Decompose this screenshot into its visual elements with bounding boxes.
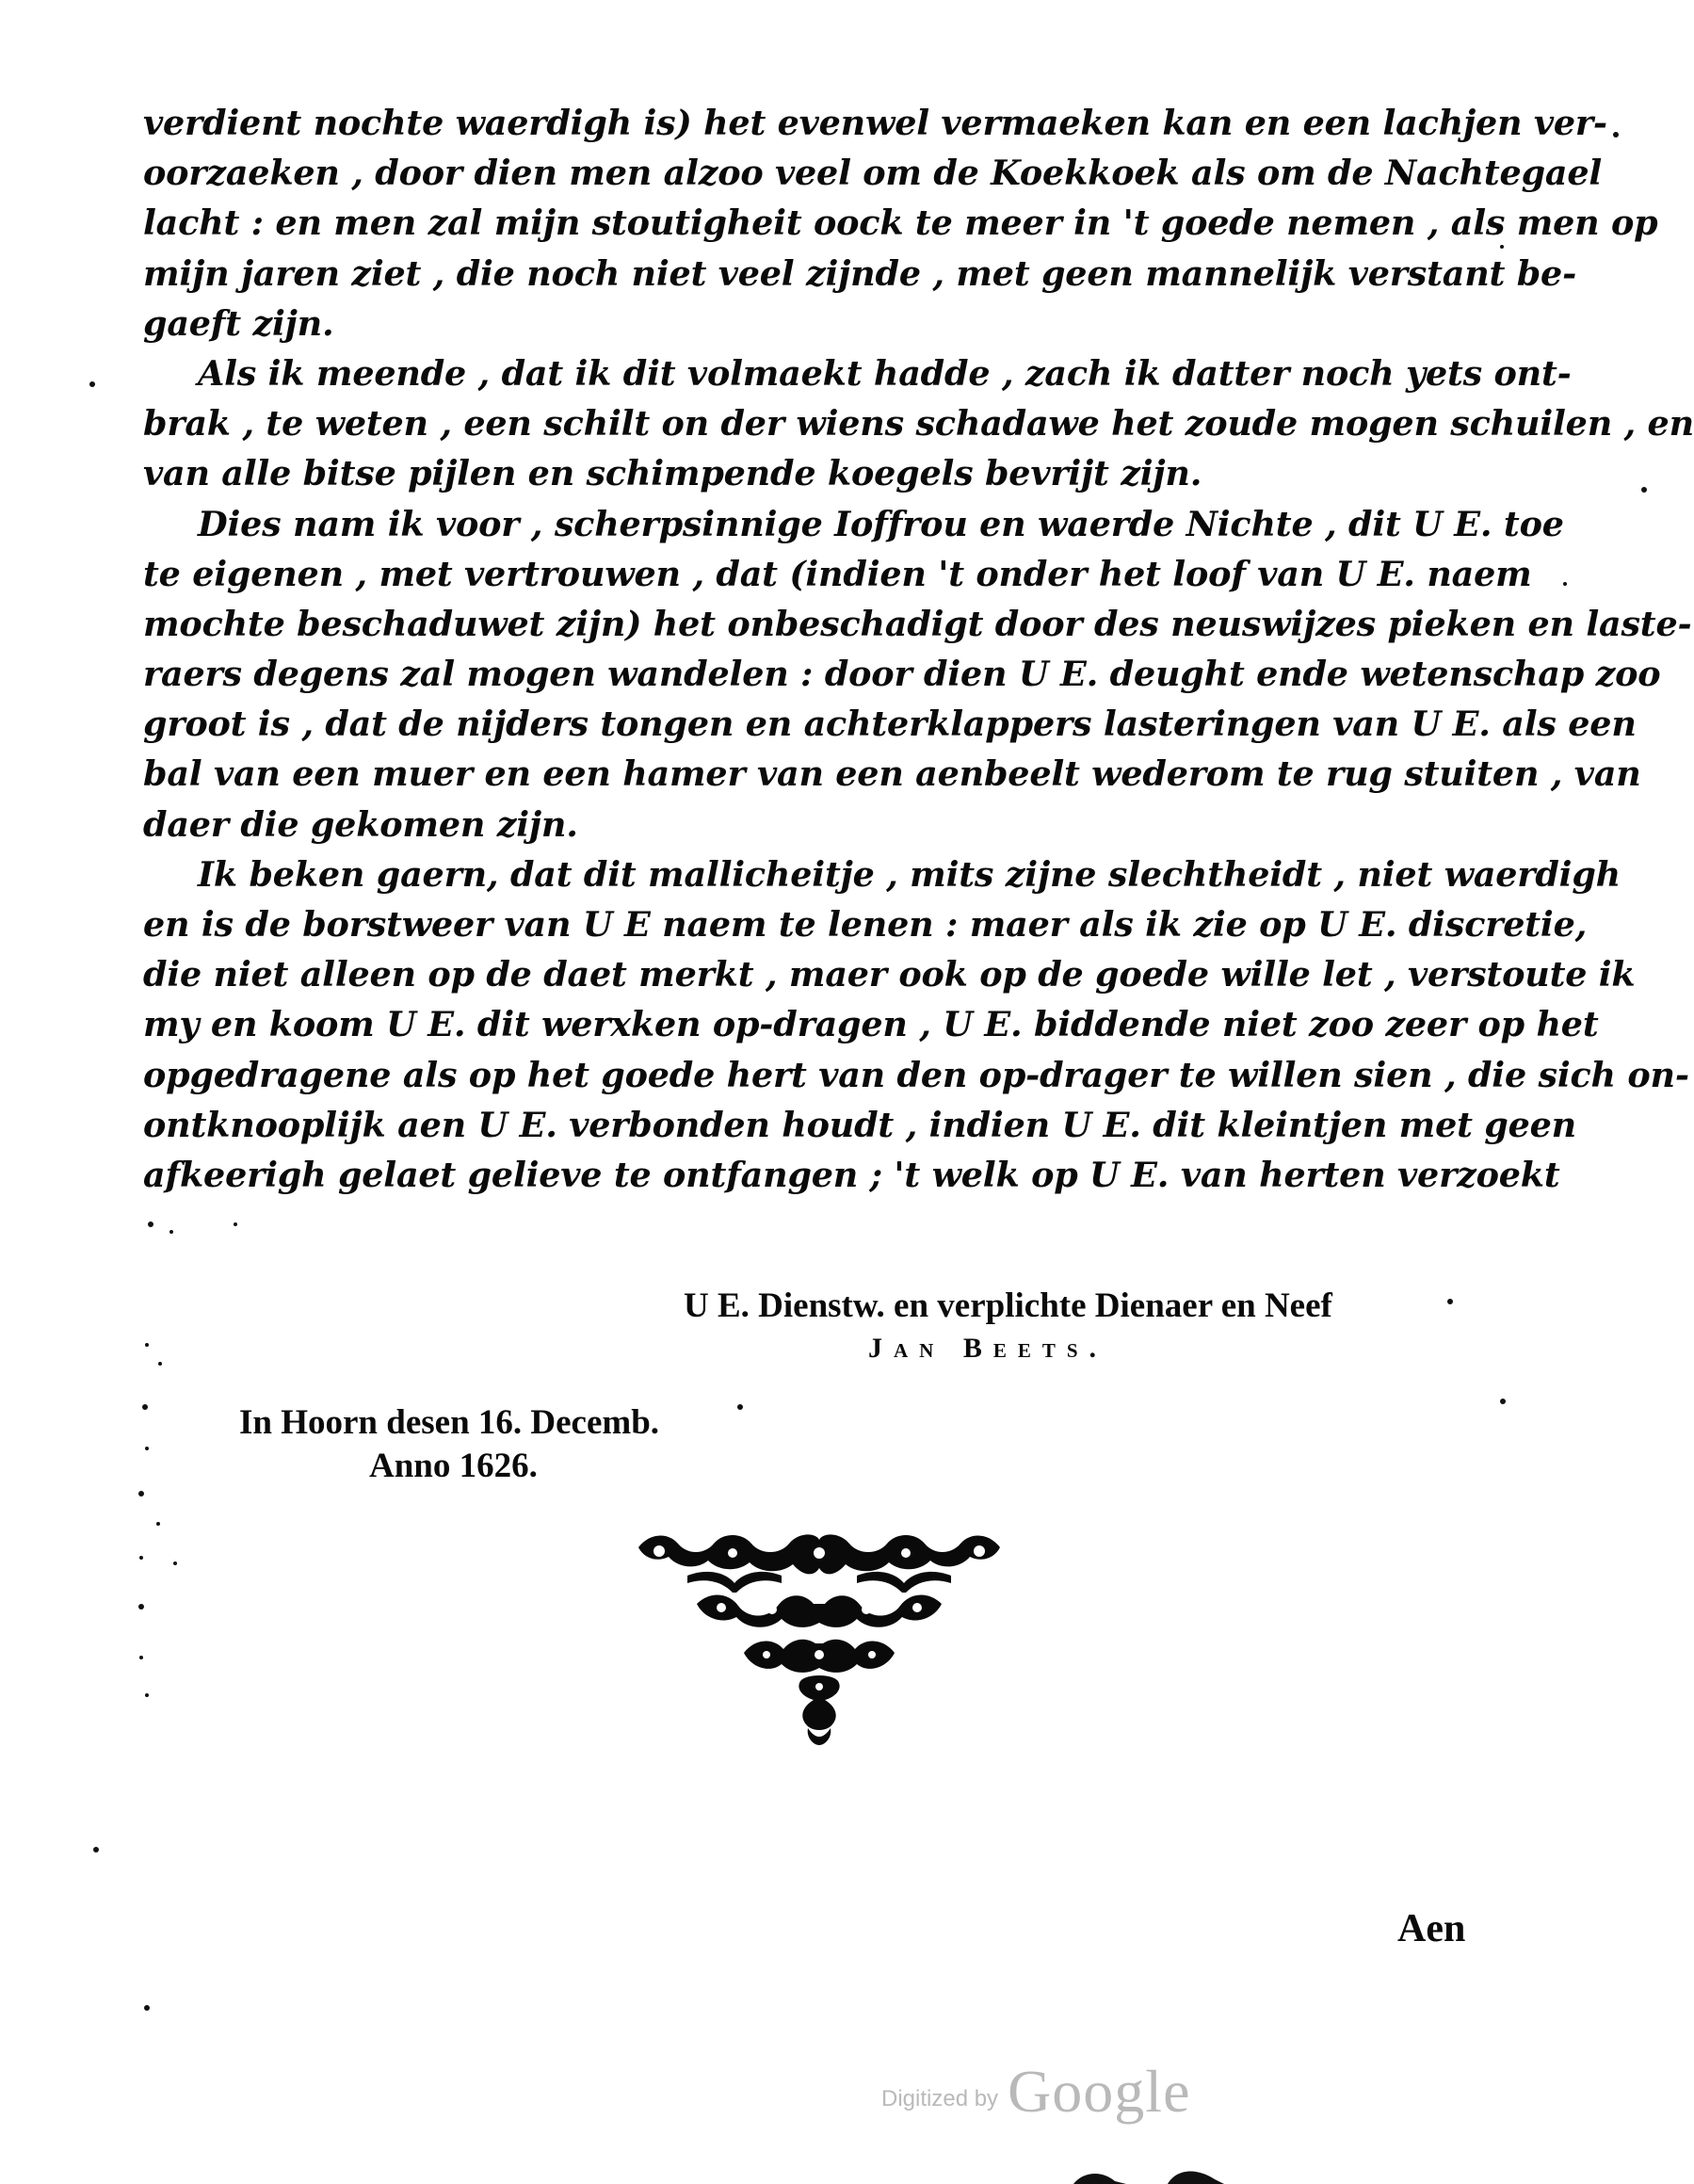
text-line: Ik beken gaern, dat dit mallicheitje , mits zijne slechtheidt , niet waerdigh — [198, 853, 1621, 895]
catchword: Aen — [1397, 1907, 1466, 1950]
text-line: Als ik meende , dat ik dit volmaekt hadde , zach ik datter noch yets ont- — [198, 352, 1572, 394]
text-line: gaeft zijn. — [143, 302, 334, 344]
text-line: mochte beschaduwet zijn) het onbeschadigt door des neuswijzes pieken en laste- — [143, 603, 1692, 644]
closing-salutation: U E. Dienstw. en verplichte Dienaer en Neef — [684, 1286, 1332, 1325]
text-line: verdient nochte waerdigh is) het evenwel vermaeken kan en een lachjen ver- — [143, 103, 1607, 143]
text-line: bal van een muer en een hamer van een aenbeelt wederom te rug stuiten , van — [143, 753, 1641, 795]
text-line: afkeerigh gelaet gelieve te ontfangen ; 't welk op U E. van herten verzoekt — [143, 1154, 1560, 1195]
place-and-date — [239, 1401, 659, 1488]
text-line: Dies nam ik voor , scherpsinnige Ioffrou en waerde Nichte , dit U E. toe — [198, 503, 1564, 544]
text-line: brak , te weten , een schilt on der wiens schadawe het zoude mogen schuilen , en — [143, 403, 1694, 445]
dedication-text — [143, 98, 1694, 1200]
text-line: die niet alleen op de daet merkt , maer ook op de goede wille let , verstoute ik — [143, 954, 1636, 995]
tailpiece-ornament — [631, 1530, 1008, 1745]
text-line: en is de borstweer van U E naem te lenen : maer als ik zie op U E. discretie, — [143, 904, 1588, 945]
watermark-prefix: Digitized by — [881, 2086, 999, 2111]
date-line-1: In Hoorn desen 16. Decemb. — [239, 1403, 660, 1442]
text-line: opgedragene als op het goede hert van den op-drager te willen sien , die sich on- — [143, 1054, 1689, 1095]
text-line: daer die gekomen zijn. — [143, 803, 578, 845]
text-line: ontknooplijk aen U E. verbonden houdt , indien U E. dit kleintjen met geen — [143, 1104, 1576, 1145]
digitization-watermark — [881, 2057, 1190, 2127]
text-line: mijn jaren ziet , die noch niet veel zijnde , met geen mannelijk verstant be- — [143, 252, 1577, 294]
watermark-brand: Google — [1008, 2058, 1191, 2125]
text-line: my en koom U E. dit werxken op-dragen , U E. biddende niet zoo zeer op het — [143, 1004, 1599, 1045]
text-line: oorzaeken , door dien men alzoo veel om de Koekkoek als om de Nachtegael — [143, 153, 1603, 194]
next-page-bleed — [1036, 2162, 1262, 2184]
date-line-2: Anno 1626. — [369, 1447, 538, 1485]
text-line: van alle bitse pijlen en schimpende koegels bevrijt zijn. — [143, 453, 1202, 494]
text-line: groot is , dat de nijders tongen en achterklappers lasteringen van U E. als een — [143, 704, 1637, 745]
text-line: lacht : en men zal mijn stoutigheit oock te meer in 't goede nemen , als men op — [143, 202, 1658, 244]
author-signature: Jan Beets. — [868, 1333, 1108, 1364]
text-line: te eigenen , met vertrouwen , dat (indien 't onder het loof van U E. naem — [143, 553, 1532, 594]
text-line: raers degens zal mogen wandelen : door dien U E. deught ende wetenschap zoo — [143, 654, 1661, 695]
